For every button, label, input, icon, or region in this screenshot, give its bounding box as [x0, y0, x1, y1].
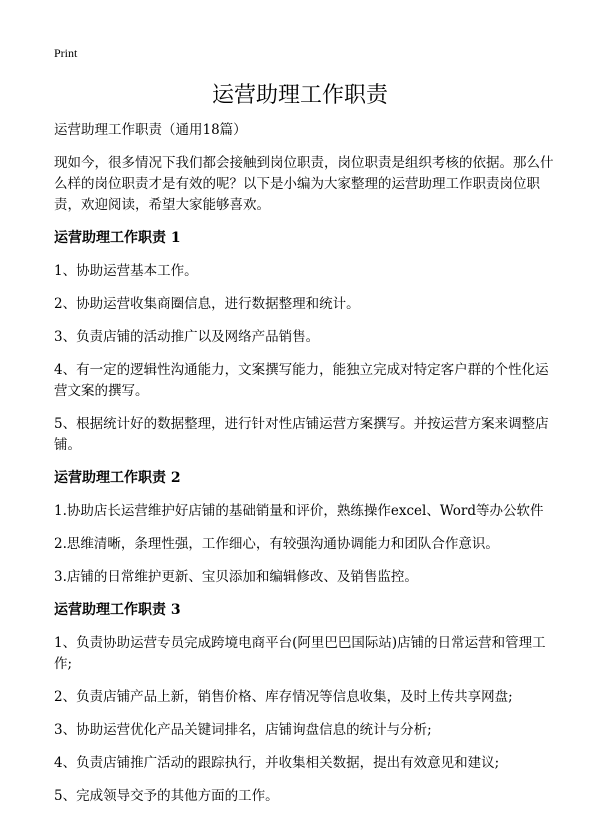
section-2: [54, 468, 554, 588]
section-3: [54, 600, 554, 807]
list-item: 4、负责店铺推广活动的跟踪执行，并收集相关数据，提出有效意见和建议;: [54, 755, 500, 771]
document-subtitle: 运营助理工作职责（通用18篇）: [54, 122, 247, 138]
section-heading: 运营助理工作职责 2: [54, 470, 181, 486]
list-item: 2.思维清晰，条理性强，工作细心，有较强沟通协调能力和团队合作意识。: [54, 536, 499, 552]
section-1: [54, 228, 554, 456]
page-title: 运营助理工作职责: [211, 83, 388, 108]
list-item: 3.店铺的日常维护更新、宝贝添加和编辑修改、及销售监控。: [54, 569, 418, 585]
list-item: 2、负责店铺产品上新，销售价格、库存情况等信息收集，及时上传共享网盘;: [54, 689, 513, 705]
list-item: 3、协助运营优化产品关键词排名，店铺询盘信息的统计与分析;: [54, 722, 432, 738]
list-item: 2、协助运营收集商圈信息，进行数据整理和统计。: [54, 296, 360, 312]
section-heading: 运营助理工作职责 3: [54, 602, 181, 618]
section-heading: 运营助理工作职责 1: [54, 230, 181, 246]
list-item: 4、有一定的逻辑性沟通能力，文案撰写能力，能独立完成对特定客户群的个性化运营文案的撰写。: [54, 362, 549, 399]
intro-paragraph: 现如今，很多情况下我们都会接触到岗位职责，岗位职责是组织考核的依据。那么什么样的岗位职责才是有效的呢？以下是小编为大家整理的运营助理工作职责岗位职责，欢迎阅读，希望大家能够喜欢。: [54, 155, 554, 213]
list-item: 1、负责协助运营专员完成跨境电商平台(阿里巴巴国际站)店铺的日常运营和管理工作;: [54, 635, 546, 672]
list-item: 5、完成领导交予的其他方面的工作。: [54, 788, 279, 804]
print-link[interactable]: Print: [54, 46, 78, 60]
list-item: 5、根据统计好的数据整理，进行针对性店铺运营方案撰写。并按运营方案来调整店铺。: [54, 416, 549, 453]
list-item: 1.协助店长运营维护好店铺的基础销量和评价，熟练操作excel、Word等办公软件: [54, 503, 544, 519]
list-item: 3、负责店铺的活动推广以及网络产品销售。: [54, 329, 320, 345]
document-body: [54, 120, 554, 819]
list-item: 1、协助运营基本工作。: [54, 263, 198, 279]
